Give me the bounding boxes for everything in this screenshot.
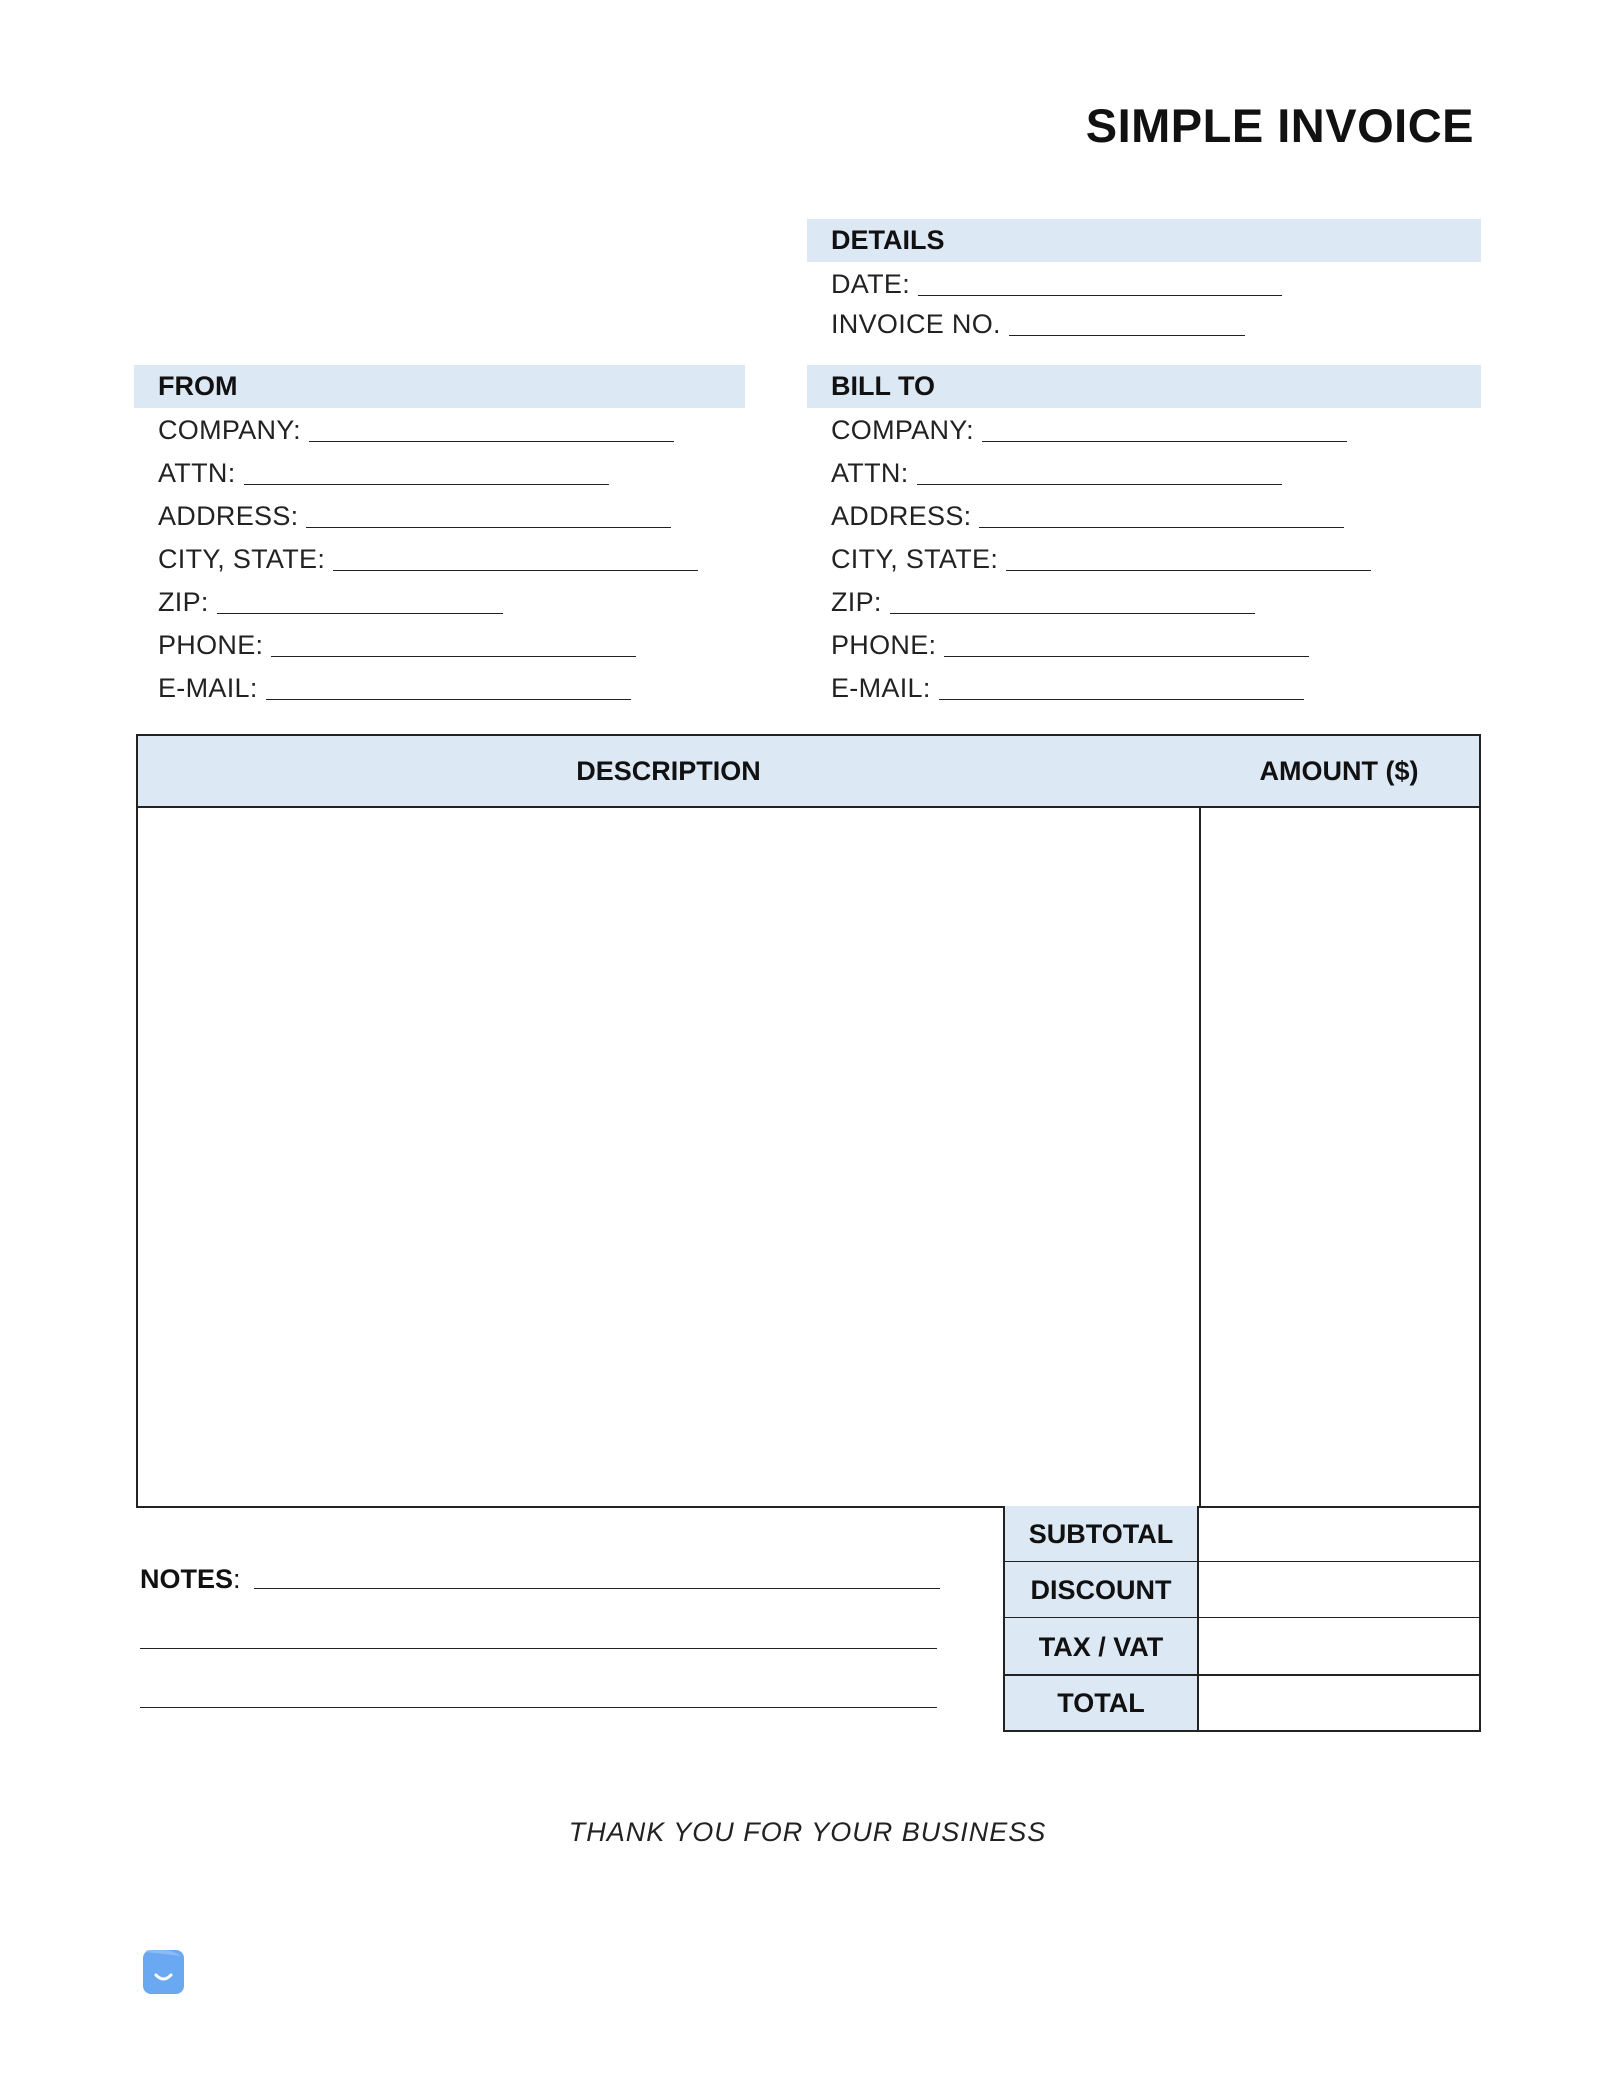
from-heading: FROM	[134, 365, 745, 408]
bill-to-zip-label: ZIP:	[831, 587, 882, 617]
thank-you-message: THANK YOU FOR YOUR BUSINESS	[568, 1817, 1047, 1847]
bill-to-attn-field[interactable]	[831, 453, 1282, 493]
bill-to-zip-field[interactable]	[831, 582, 1255, 622]
subtotal-label: SUBTOTAL	[1003, 1506, 1199, 1561]
bill-to-company-input-line[interactable]	[982, 411, 1347, 442]
bill-to-email-input-line[interactable]	[939, 669, 1304, 700]
bill-to-email-field[interactable]	[831, 668, 1304, 708]
from-zip-input-line[interactable]	[217, 583, 503, 614]
from-address-field[interactable]	[158, 496, 671, 536]
discount-label: DISCOUNT	[1003, 1562, 1199, 1617]
items-table	[136, 734, 1481, 1508]
details-heading: DETAILS	[807, 219, 1481, 262]
description-header: DESCRIPTION	[576, 756, 761, 786]
notes-label-text: NOTES	[140, 1564, 234, 1594]
from-phone-field[interactable]	[158, 625, 636, 665]
notes-line-2[interactable]	[140, 1648, 937, 1649]
discount-row	[1003, 1562, 1481, 1618]
bill-to-heading: BILL TO	[807, 365, 1481, 408]
subtotal-value[interactable]	[1199, 1506, 1481, 1561]
date-input-line[interactable]	[918, 265, 1282, 296]
from-city-state-input-line[interactable]	[333, 540, 698, 571]
page-title: SIMPLE INVOICE	[1085, 99, 1474, 152]
bill-to-city-state-input-line[interactable]	[1006, 540, 1371, 571]
items-table-header	[138, 736, 1479, 808]
from-attn-label: ATTN:	[158, 458, 236, 488]
bill-to-attn-label: ATTN:	[831, 458, 909, 488]
bill-to-email-label: E-MAIL:	[831, 673, 931, 703]
bill-to-city-state-field[interactable]	[831, 539, 1371, 579]
discount-value[interactable]	[1199, 1562, 1481, 1617]
from-attn-input-line[interactable]	[244, 454, 609, 485]
subtotal-row	[1003, 1506, 1481, 1562]
total-row	[1003, 1676, 1481, 1732]
from-email-label: E-MAIL:	[158, 673, 258, 703]
invoice-no-label: INVOICE NO.	[831, 309, 1001, 339]
tax-value[interactable]	[1199, 1618, 1481, 1674]
bill-to-phone-label: PHONE:	[831, 630, 937, 660]
bill-to-company-label: COMPANY:	[831, 415, 974, 445]
from-company-field[interactable]	[158, 410, 674, 450]
from-attn-field[interactable]	[158, 453, 609, 493]
invoice-no-input-line[interactable]	[1009, 305, 1245, 336]
from-zip-label: ZIP:	[158, 587, 209, 617]
bill-to-city-state-label: CITY, STATE:	[831, 544, 999, 574]
from-address-input-line[interactable]	[306, 497, 671, 528]
notes-line-3[interactable]	[140, 1707, 937, 1708]
date-field[interactable]	[831, 264, 1282, 304]
total-label: TOTAL	[1003, 1676, 1199, 1730]
from-city-state-field[interactable]	[158, 539, 698, 579]
bill-to-phone-input-line[interactable]	[944, 626, 1309, 657]
amount-cell[interactable]	[1201, 808, 1479, 1506]
bill-to-phone-field[interactable]	[831, 625, 1309, 665]
tax-label: TAX / VAT	[1003, 1618, 1199, 1674]
from-phone-input-line[interactable]	[271, 626, 636, 657]
date-label: DATE:	[831, 269, 911, 299]
bill-to-address-field[interactable]	[831, 496, 1344, 536]
from-city-state-label: CITY, STATE:	[158, 544, 326, 574]
from-zip-field[interactable]	[158, 582, 503, 622]
from-address-label: ADDRESS:	[158, 501, 299, 531]
from-company-label: COMPANY:	[158, 415, 301, 445]
description-cell[interactable]	[138, 808, 1197, 1506]
bill-to-address-input-line[interactable]	[979, 497, 1344, 528]
notes-label	[140, 1564, 241, 1595]
notes-line-1[interactable]	[254, 1588, 940, 1589]
bill-to-zip-input-line[interactable]	[890, 583, 1255, 614]
bill-to-company-field[interactable]	[831, 410, 1347, 450]
tax-row	[1003, 1618, 1481, 1676]
bill-to-attn-input-line[interactable]	[917, 454, 1282, 485]
from-email-input-line[interactable]	[266, 669, 631, 700]
brand-logo-icon	[143, 1950, 184, 1994]
totals-block	[1003, 1506, 1481, 1732]
invoice-no-field[interactable]	[831, 304, 1245, 344]
from-email-field[interactable]	[158, 668, 631, 708]
total-value[interactable]	[1199, 1676, 1481, 1730]
from-phone-label: PHONE:	[158, 630, 264, 660]
notes-colon: :	[233, 1564, 241, 1594]
amount-header: AMOUNT ($)	[1259, 756, 1419, 786]
bill-to-address-label: ADDRESS:	[831, 501, 972, 531]
from-company-input-line[interactable]	[309, 411, 674, 442]
